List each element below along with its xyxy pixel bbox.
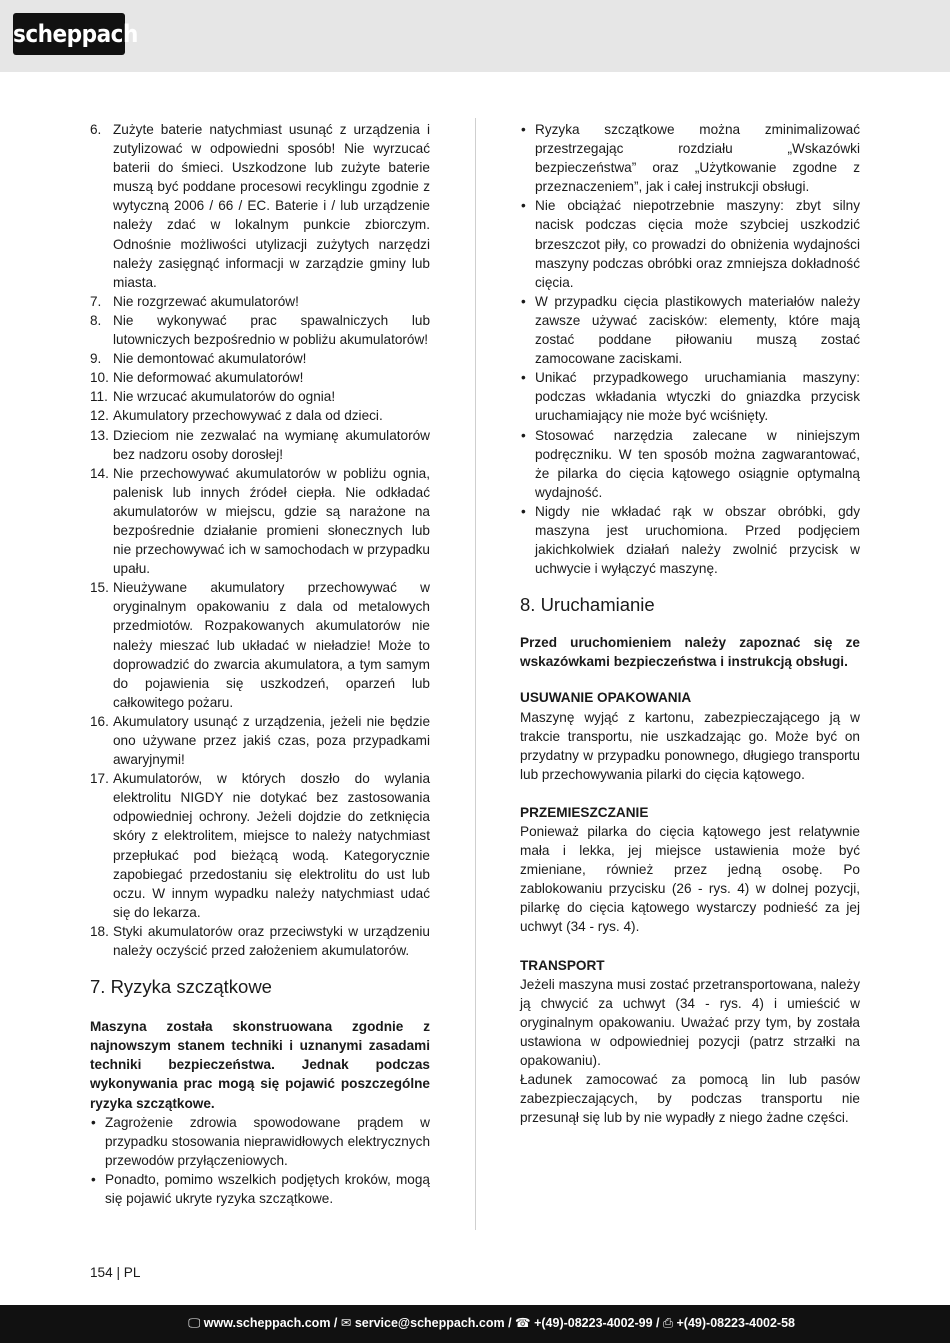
list-item: 10. Nie deformować akumulatorów! (90, 370, 304, 386)
website-link[interactable]: www.scheppach.com (203, 1316, 331, 1330)
section-7-intro: Maszyna została skonstruowana zgodnie z najnowszym stanem techniki i uznanymi zasadami techniki bezpieczeństwa. Jednak podczas wykonywania prac mogą się pojawić poszczególne ryzyka szczątkowe. (90, 1019, 430, 1111)
contact-line: 🖵 www.scheppach.com / ✉ service@scheppach.com / ☎ +(49)-08223-4002-99 / ⎙ +(49)-08223-4002-58 (188, 1316, 795, 1330)
list-item: 15. Nieużywane akumulatory przechowywać w oryginalnym opakowaniu z dala od metalowych przedmiotów. Rozpakowanych akumulatorów nie należy mieszać lub układać w nieładzie! Może to doprowadzić do zwarcia akumulatora, a tym samym do pojawienia się uszkodzeń, oparzeń lub całkowitego pożaru. (90, 580, 430, 710)
subsection-unpacking (520, 688, 860, 783)
list-item: 7. Nie rozgrzewać akumulatorów! (90, 293, 299, 309)
subsection-heading: PRZEMIESZCZANIE (520, 804, 649, 820)
email-link[interactable]: service@scheppach.com (354, 1316, 505, 1330)
right-column (520, 120, 860, 1127)
section-8-title: 8. Uruchamianie (520, 594, 655, 616)
list-item: • Unikać przypadkowego uruchamiania maszyny: podczas wkładania wtyczki do gniazdka przycisk uruchamiający nie może być wciśnięty. (521, 370, 860, 424)
residual-risk-continued-list (520, 120, 860, 578)
fax-number: +(49)-08223-4002-58 (676, 1316, 795, 1330)
list-item: 17. Akumulatorów, w których doszło do wylania elektrolitu NIGDY nie dotykać bez zastosowania odpowiedniej ochrony. Jeżeli dojdzie do zetknięcia skóry z elektrolitem, miejsce to należy natychmiast przepłukać pod bieżącą wodą. Kategorycznie zapobiegać przedostaniu się elektrolitu do ust lub oczu. W innym wypadku należy natychmiast udać się do lekarza. (90, 771, 430, 920)
list-item: 16. Akumulatory usunąć z urządzenia, jeżeli nie będzie ono używane przez jakiś czas, poza przypadkami awaryjnymi! (90, 713, 430, 768)
column-divider (475, 118, 476, 1230)
subsection-transport (520, 956, 860, 1128)
subsection-heading: TRANSPORT (520, 957, 605, 973)
list-item: 14. Nie przechowywać akumulatorów w pobliżu ognia, palenisk lub innych źródeł ciepła. Nie odkładać akumulatorów w miejscu, gdzie są narażone na bezpośrednie działanie promieni słonecznych lub nie przechowywać ich w samochodach w przypadku upału. (90, 465, 430, 577)
header-band (0, 0, 950, 72)
list-item: • Ryzyka szczątkowe można zminimalizować przestrzegając rozdziału „Wskazówki bezpieczeństwa” oraz „Użytkowanie zgodne z przeznaczeniem”, jak i całej instrukcji obsługi. (521, 122, 860, 195)
subsection-text-2: Ładunek zamocować za pomocą lin lub pasów zabezpieczających, by podczas transportu nie przesunął się lub by nie wypadły z niego żadne części. (520, 1072, 860, 1126)
list-item: 18. Styki akumulatorów oraz przeciwstyki w urządzeniu należy oczyścić przed założeniem akumulatorów. (90, 923, 430, 959)
fax-icon: ⎙ (663, 1316, 674, 1330)
phone-number: +(49)-08223-4002-99 (534, 1316, 653, 1330)
battery-safety-list (90, 120, 430, 960)
footer-band (0, 1305, 950, 1343)
mail-icon: ✉ (340, 1316, 352, 1330)
left-column (90, 120, 430, 1208)
page-number: 154 | PL (90, 1265, 141, 1280)
list-item: 13. Dzieciom nie zezwalać na wymianę akumulatorów bez nadzoru osoby dorosłej! (90, 427, 430, 462)
subsection-heading: USUWANIE OPAKOWANIA (520, 690, 692, 706)
list-item: • Stosować narzędzia zalecane w niniejszym podręczniku. W ten sposób można zagwarantować, że pilarka do cięcia kątowego osiągnie optymalną wydajność. (521, 427, 860, 500)
list-item: 11. Nie wrzucać akumulatorów do ognia! (90, 389, 336, 405)
list-item: 8. Nie wykonywać prac spawalniczych lub lutowniczych bezpośrednio w pobliżu akumulatorów! (90, 312, 430, 348)
residual-risk-list (90, 1113, 430, 1208)
subsection-moving (520, 803, 860, 937)
list-item: 12. Akumulatory przechowywać z dala od dzieci. (90, 408, 383, 424)
list-item: • Ponadto, pomimo wszelkich podjętych kroków, mogą się pojawić ukryte ryzyka szczątkowe. (91, 1171, 430, 1206)
section-7-title: 7. Ryzyka szczątkowe (90, 976, 272, 998)
list-item: 9. Nie demontować akumulatorów! (90, 351, 307, 367)
subsection-text: Maszynę wyjąć z kartonu, zabezpieczającego ją w trakcie transportu, nie uszkadzając go. Może być on przydatny w przypadku ponownego, długiego transportu lub przechowywania pilarki do cięcia kątowego. (520, 709, 860, 782)
subsection-text: Ponieważ pilarka do cięcia kątowego jest relatywnie mała i lekka, jej miejsce ustawienia może być zmieniane, również przez jedną osobę. Po zablokowaniu przycisku (26 - rys. 4) w dolnej pozycji, pilarkę do cięcia kątowego wystarczy podnieść za jej uchwyt (34 - rys. 4). (520, 824, 860, 935)
computer-icon: 🖵 (188, 1316, 201, 1330)
list-item: • Zagrożenie zdrowia spowodowane prądem w przypadku stosowania nieprawidłowych elektrycznych przewodów przyłączeniowych. (91, 1114, 430, 1168)
section-8-intro: Przed uruchomieniem należy zapoznać się ze wskazówkami bezpieczeństwa i instrukcją obsługi. (520, 635, 860, 670)
phone-icon: ☎ (515, 1316, 531, 1330)
subsection-text: Jeżeli maszyna musi zostać przetransportowana, należy ją chwycić za uchwyt (34 - rys. 4) i umieścić w oryginalnym opakowaniu. Uważać przy tym, by została ustawiona w odpowiedniej pozycji (patrz strzałki na opakowaniu). (520, 976, 860, 1069)
scheppach-logo: scheppach (13, 13, 125, 55)
list-item: • Nigdy nie wkładać rąk w obszar obróbki, gdy maszyna jest uruchomiona. Przed podjęciem jakichkolwiek działań należy zwolnić przycisk w uchwycie i wyłączyć maszynę. (521, 503, 860, 577)
list-item: 6. Zużyte baterie natychmiast usunąć z urządzenia i zutylizować w odpowiedni sposób! Nie wyrzucać baterii do śmieci. Uszkodzone lub zużyte baterie muszą być poddane procesowi recyklingu zgodnie z wytyczną 2006 / 66 / EC. Baterie i / lub urządzenie należy zdać w lokalnym punkcie zbiorczym. Odnośnie możliwości utylizacji zużytych narzędzi należy zasięgnąć informacji w zarządzie gminy lub miasta. (90, 122, 430, 290)
list-item: • W przypadku cięcia plastikowych materiałów należy zawsze używać zacisków: elementy, które mają zostać poddane piłowaniu muszą zostać zamocowane zaciskami. (521, 293, 860, 367)
list-item: • Nie obciążać niepotrzebnie maszyny: zbyt silny nacisk podczas cięcia może szybciej uszkodzić brzeszczot piły, co prowadzi do obniżenia wydajności maszyny podczas obróbki oraz zmniejsza dokładność cięcia. (521, 198, 860, 290)
